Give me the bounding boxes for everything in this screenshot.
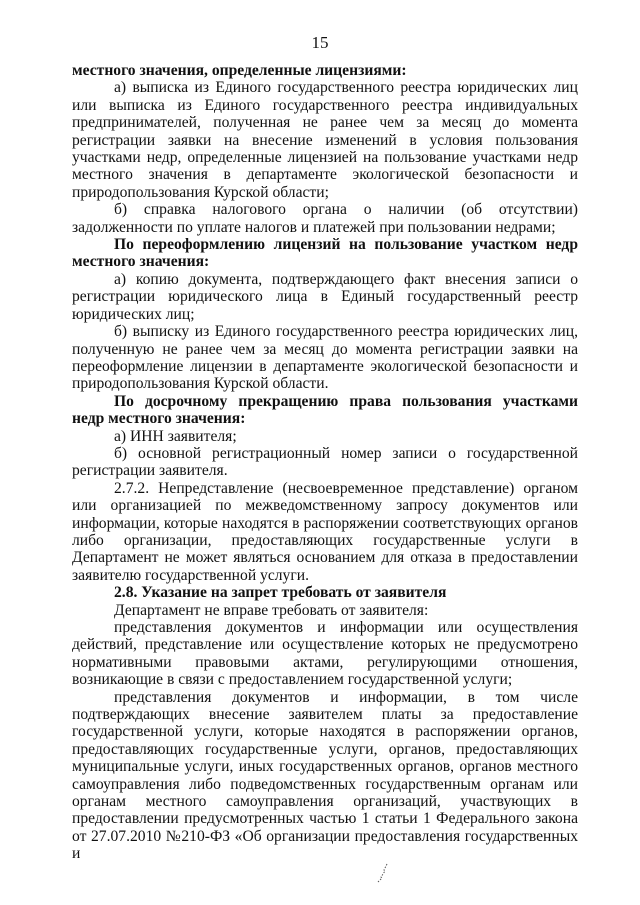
section-heading-license-reissue: По переоформлению лицензий на пользование участком недр местного значения: [72, 236, 578, 271]
paragraph-item-a-extract: а) выписка из Единого государственного реестра юридических лиц или выписка из Единого государственного реестра индивидуальных предпринимателей, полученная не ранее чем за месяц до момента регистрации заявки на внесение изменений в условия пользования участками недр, определенные лицензией на пользование участками недр местного значения в департаменте экологической безопасности и природопользования Курской области; [72, 79, 578, 201]
document-body [72, 62, 578, 863]
paragraph-item-a-inn: а) ИНН заявителя; [114, 427, 237, 445]
paragraph-documents-held-by-agencies: представления документов и информации, в том числе подтверждающих внесение заявителем платы за предоставление государственной услуги, которые находятся в распоряжении органов, предоставляющих государственные услуги, органов, предоставляющих муниципальные услуги, иных государственных органов, органов местного самоуправления либо подведомственных государственным органам или органам местного самоуправления организаций, участвующих в предоставлении предусмотренных частью 1 статьи 1 Федерального закона от 27.07.2010 №210-ФЗ «Об организации предоставления государственных и [72, 688, 578, 863]
scan-mark [375, 862, 389, 884]
paragraph-department-may-not-require: Департамент не вправе требовать от заявителя: [114, 601, 429, 619]
paragraph-documents-not-required: представления документов и информации или осуществления действий, представление или осуществление которых не предусмотрено нормативными правовыми актами, регулирующими отношения, возникающие в связи с предоставлением государственной услуги; [72, 619, 578, 689]
paragraph-item-b-tax-certificate: б) справка налогового органа о наличии (об отсутствии) задолженности по уплате налогов и платежей при пользовании недрами; [72, 201, 578, 236]
paragraph-item-b-registration-number: б) основной регистрационный номер записи о государственной регистрации заявителя. [72, 444, 578, 480]
paragraph-item-b-register-extract: б) выписку из Единого государственного реестра юридических лиц, полученную не ранее чем за месяц до момента регистрации заявки на переоформление лицензии в департаменте экологической безопасности и природопользования Курской области. [72, 323, 578, 393]
page-number: 15 [311, 33, 329, 52]
section-heading-early-termination: По досрочному прекращению права пользования участками недр местного значения: [72, 392, 578, 428]
section-heading-2-8: 2.8. Указание на запрет требовать от заявителя [114, 584, 447, 602]
section-heading-continuation: местного значения, определенные лицензиями: [72, 62, 407, 79]
paragraph-2-7-2: 2.7.2. Непредставление (несвоевременное представление) органом или организацией по межведомственному запросу документов или информации, которые находятся в распоряжении соответствующих органов либо организации, предоставляющих государственные услуги в Департамент не может являться основанием для отказа в предоставлении заявителю государственной услуги. [72, 479, 578, 584]
paragraph-item-a-document-copy: а) копию документа, подтверждающего факт внесения записи о регистрации юридического лица в Единый государственный реестр юридических лиц; [72, 270, 578, 323]
